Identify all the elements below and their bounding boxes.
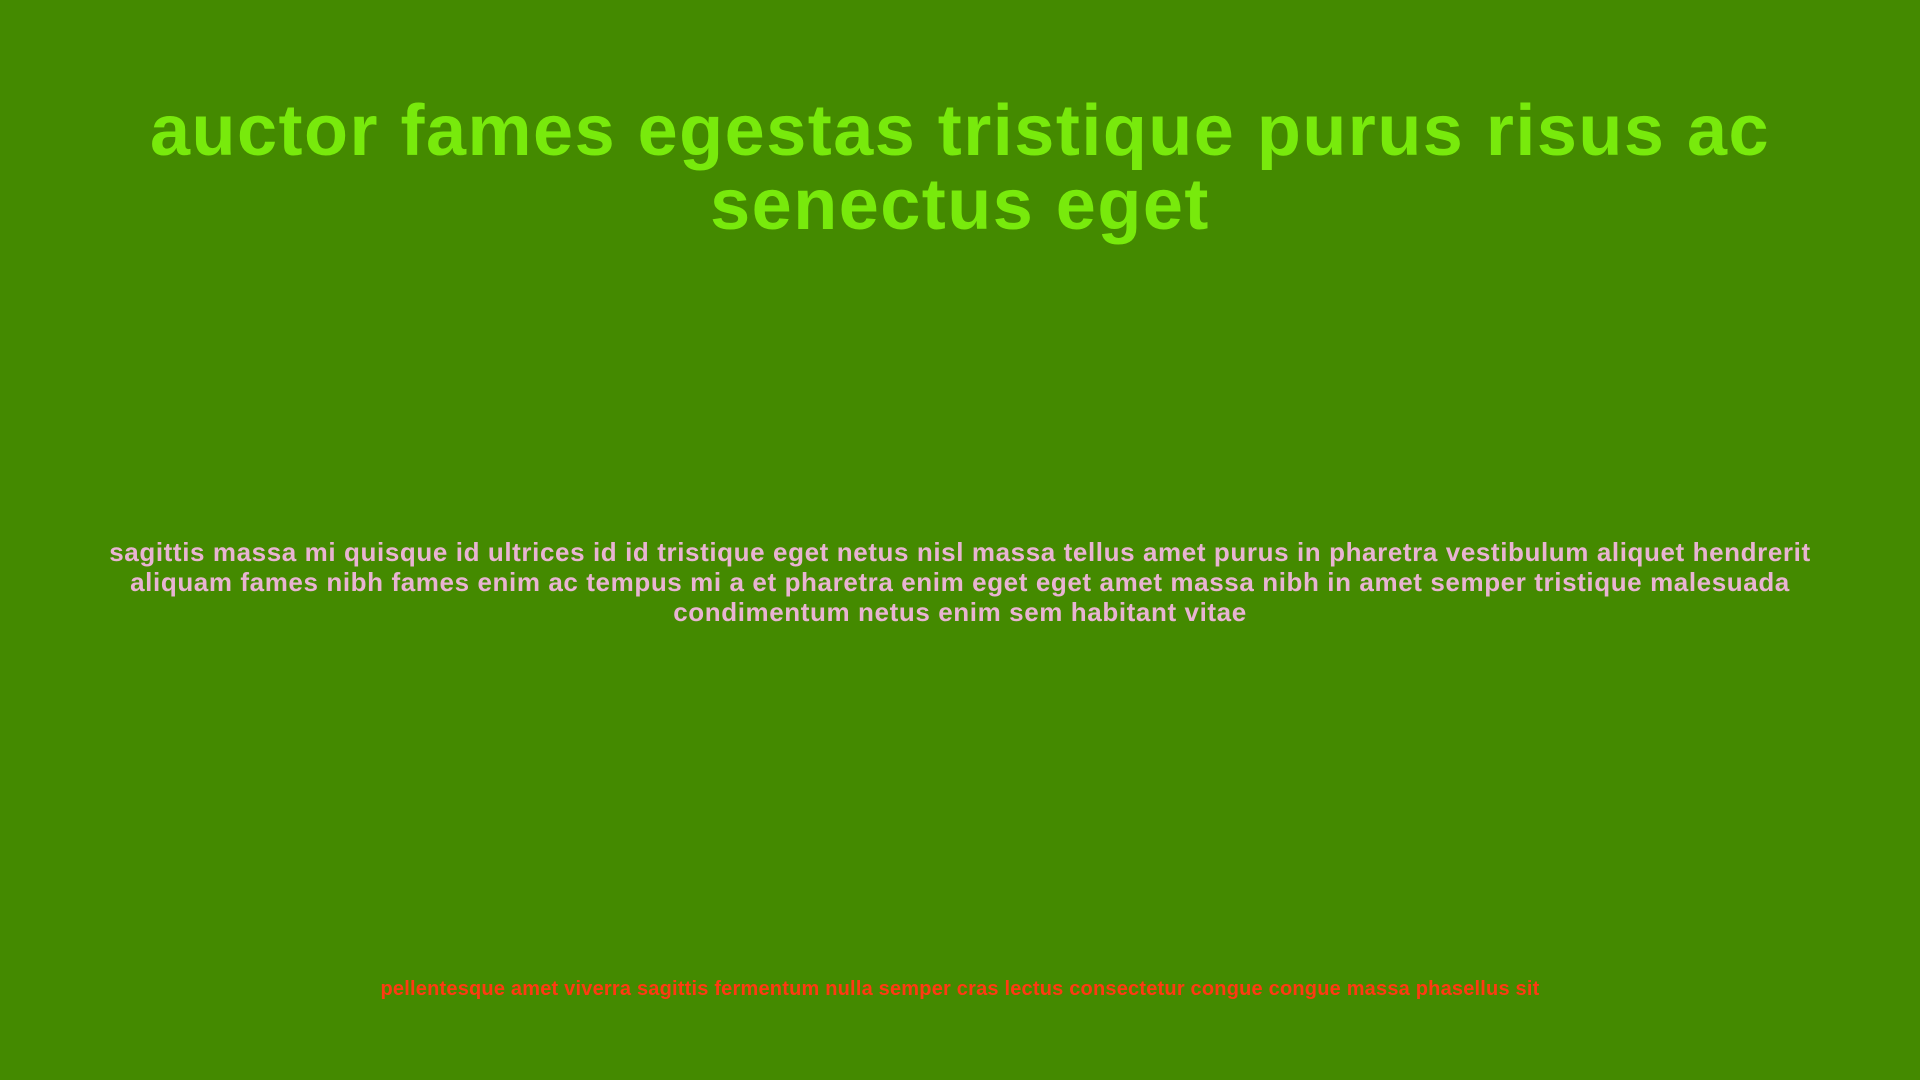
slide-body-text: sagittis massa mi quisque id ultrices id id tristique eget netus nisl massa tellus amet purus in pharetra vestibulum aliquet hendrerit aliquam fames nibh fames enim ac tempus mi a et pharetra enim eget eget amet massa nibh in amet semper tristique malesuada condimentum netus enim sem habitant vitae (109, 537, 1811, 627)
slide-title: auctor fames egestas tristique purus risus ac senectus eget (149, 91, 1771, 245)
slide-footer-text: pellentesque amet viverra sagittis fermentum nulla semper cras lectus consectetur congue congue massa phasellus sit (380, 978, 1540, 1000)
